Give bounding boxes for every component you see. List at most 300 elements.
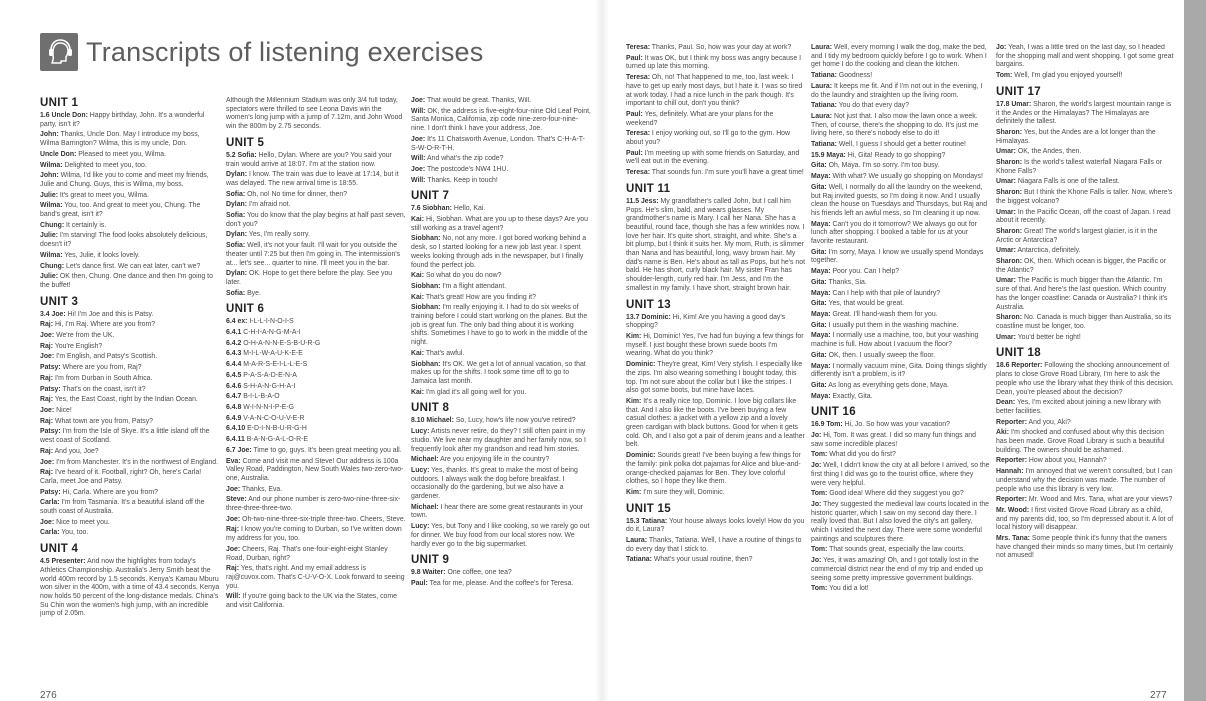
speaker-label: 5.2 Sofia: <box>226 151 257 159</box>
speaker-label: Joe: <box>226 485 241 493</box>
dialogue-text: Yes, the East Coast, right by the Indian Ocean. <box>53 396 198 404</box>
dialogue-text: What's your usual routine, then? <box>651 556 753 564</box>
speaker-label: 8.10 Michael: <box>411 417 454 425</box>
transcript-line <box>811 557 990 583</box>
dialogue-text: One coffee, one tea? <box>445 569 512 577</box>
transcript-line <box>40 332 220 341</box>
speaker-label: Kim: <box>626 488 642 496</box>
transcript-line <box>996 148 1174 157</box>
speaker-label: Chung: <box>40 262 65 270</box>
dialogue-text: Mr. Wood and Mrs. Tana, what are your views? <box>1027 496 1173 504</box>
speaker-label: Umar: <box>996 208 1016 216</box>
dialogue-text: I'm sure they will, Dominic. <box>641 488 725 496</box>
speaker-label: Mr. Wood: <box>996 506 1030 514</box>
transcript-line <box>40 162 220 171</box>
dialogue-text: Well, it's not your fault. I'll wait for you outside the theater until 7:25 but then I'm going in. The intermission's at... let's see... quarter to nine. I'll meet you in the bar. <box>226 242 401 267</box>
dialogue-text: They suggested the medieval law courts located in the historic quarter, which I saw on my second day there. I really loved that. But I also loved the city's art gallery, which I visited the next day. There were some wonderful paintings and sculptures there. <box>811 500 989 543</box>
speaker-label: Raj: <box>226 565 240 573</box>
listening-person-icon <box>40 33 78 71</box>
dialogue-text: Yes, it was amazing! Oh, and I got totally lost in the commercial district near the end of my trip and ended up seeing some pretty impressive government buildings. <box>811 557 983 582</box>
transcript-line <box>226 436 406 445</box>
speaker-label: Dylan: <box>226 231 248 239</box>
speaker-label: Paul: <box>626 110 643 118</box>
speaker-label: Joe: <box>40 458 55 466</box>
dialogue-text: I'm from the Isle of Skye. It's a little island off the west coast of Scotland. <box>40 428 210 445</box>
speaker-label: Maya: <box>811 173 831 181</box>
speaker-label: Siobhan: <box>411 360 441 368</box>
dialogue-text: Pleased to meet you, Wilma. <box>76 150 166 158</box>
dialogue-text: I-L-L-I-N-O-I-S <box>247 318 294 326</box>
speaker-label: Jo: <box>811 432 822 440</box>
speaker-label: Jo: <box>996 44 1007 51</box>
speaker-label: Umar: <box>996 333 1016 341</box>
dialogue-text: Yes, thanks. It's great to make the most of being outdoors. I always walk the dog before breakfast. I occasionally do the gardening, but we also have a gardener. <box>411 466 578 501</box>
book-gutter <box>595 0 609 701</box>
transcript-line <box>811 141 990 150</box>
transcript-line <box>626 55 805 72</box>
dialogue-text: Hi, Siobhan. What are you up to these days? Are you still working as a travel agent? <box>411 216 588 232</box>
transcript-line <box>411 108 591 134</box>
speaker-label: Reporter: <box>996 496 1028 504</box>
dialogue-text: You do know that the play begins at half past seven, don't you? <box>226 212 406 228</box>
dialogue-text: Hi, Gita! Ready to go shopping? <box>845 151 946 159</box>
transcript-line <box>40 112 220 129</box>
dialogue-text: The postcode's NW4 1HU. <box>425 165 509 173</box>
speaker-label: Gita: <box>811 248 827 256</box>
speaker-label: Kim: <box>626 397 642 405</box>
speaker-label: 6.4.2 <box>226 339 242 347</box>
transcript-line <box>811 322 990 331</box>
dialogue-text: Can't you do it tomorrow? We always go out for lunch after shopping. I booked a table for us at your favorite restaurant. <box>811 220 977 246</box>
speaker-label: Lucy: <box>411 523 430 531</box>
transcript-line <box>226 404 406 413</box>
dialogue-text: Thanks, Uncle Don. May I introduce my boss, Wilma Barrington? Wilma, this is my uncle, Don. <box>40 131 200 148</box>
speaker-label: Julie: <box>40 191 58 199</box>
speaker-label: Kai: <box>411 216 425 224</box>
page-edge <box>1184 0 1206 701</box>
transcript-line <box>411 136 591 153</box>
speaker-label: 6.4.4 <box>226 361 242 369</box>
transcript-line <box>226 447 406 456</box>
text-column-1 <box>40 97 220 682</box>
dialogue-text: You're English? <box>53 342 103 350</box>
transcript-line <box>411 361 591 387</box>
dialogue-text: So, Lucy, how's life now you've retired? <box>453 417 576 425</box>
speaker-label: 6.4.9 <box>226 414 242 422</box>
transcript-line <box>411 155 591 164</box>
dialogue-text: But I think the Khone Falls is taller. Now, where's the biggest volcano? <box>996 189 1173 205</box>
dialogue-text: No. Canada is much bigger than Australia, so its coastline must be longer, too. <box>996 314 1172 330</box>
transcript-line <box>40 321 220 330</box>
transcript-line <box>811 432 990 449</box>
speaker-label: Joe: <box>411 165 426 173</box>
speaker-label: Joe: <box>40 332 55 340</box>
speaker-label: Maya: <box>811 392 831 400</box>
dialogue-text: Nice to meet you. <box>54 518 110 526</box>
unit-heading: UNIT 13 <box>626 298 671 311</box>
speaker-label: Tatiana: <box>811 102 837 110</box>
dialogue-text: Hi, Jo. So how was your vacation? <box>842 421 950 429</box>
dialogue-text: I'm starving! The food looks absolutely delicious, doesn't it? <box>40 232 208 249</box>
transcript-line <box>226 171 406 188</box>
dialogue-text: Thanks. Keep in touch! <box>425 176 498 184</box>
unit-heading: UNIT 16 <box>811 406 856 419</box>
speaker-label: Sharon: <box>996 128 1023 136</box>
speaker-label: Gita: <box>811 321 827 329</box>
transcript-line <box>40 202 220 219</box>
dialogue-text: I know you're coming to Durban, so I've written down my address for you, too. <box>226 526 402 543</box>
transcript-line <box>40 386 220 395</box>
dialogue-text: Hi, I'm Raj. Where are you from? <box>53 321 156 329</box>
speaker-label: Maya: <box>811 332 831 340</box>
dialogue-text: Artists never retire, do they? I still often paint in my studio. We live near my daughter and her family now, so I frequently look after my grandson and read him stories. <box>411 428 586 453</box>
dialogue-text: The Pacific is much bigger than the Atlantic. I'm sure of that. And here's the last question. Which country has the longer coastline: Canada or Australia? I think it's Australia. <box>996 277 1168 311</box>
dialogue-text: I'm really enjoying it. I had to do six weeks of training before I could start working on the planes. But the job is great fun. The only bad thing about it is working shifts. Sometimes I have to go to work in the middle of the night. <box>411 304 588 347</box>
speaker-label: Kai: <box>411 272 425 280</box>
dialogue-text: C-H-I-A-N-G-M-A-I <box>241 329 301 337</box>
transcript-line <box>226 270 406 287</box>
dialogue-text: And you, Joe? <box>53 447 99 455</box>
unit-heading: UNIT 4 <box>40 543 79 556</box>
speaker-label: 17.8 Umar: <box>996 100 1032 108</box>
transcript-line <box>226 526 406 543</box>
dialogue-text: Not just that. I also mow the lawn once a week. Then, of course, there's the shopping to do. It's just me living here, so there's nobody else to do it! <box>811 112 979 138</box>
speaker-label: Dylan: <box>226 171 248 179</box>
speaker-label: Laura: <box>811 82 833 90</box>
dialogue-text: Oh-two-nine-three-six-triple three-two. Cheers, Steve. <box>240 515 406 523</box>
dialogue-text: That would be great. Thanks, Will. <box>425 97 532 104</box>
speaker-label: Sofia: <box>226 242 246 250</box>
speaker-label: 6.4.8 <box>226 403 242 411</box>
speaker-label: Maya: <box>811 289 831 297</box>
unit-heading: UNIT 5 <box>226 136 265 149</box>
transcript-line <box>411 428 591 454</box>
transcript-line <box>811 332 990 349</box>
speaker-label: 9.8 Waiter: <box>411 569 446 577</box>
dialogue-text: Yes, Julie, it looks lovely. <box>62 251 140 259</box>
dialogue-text: You do that every day? <box>836 102 909 110</box>
transcript-line <box>626 398 805 450</box>
dialogue-text: Hi, Carla. Where are you from? <box>60 488 158 496</box>
speaker-label: Lucy: <box>411 466 430 474</box>
dialogue-text: Yes, definitely. What are your plans for the weekend? <box>626 110 774 127</box>
speaker-label: Sharon: <box>996 314 1023 322</box>
transcript-line <box>40 396 220 405</box>
transcript-line <box>626 518 805 535</box>
transcript-line <box>811 421 990 430</box>
transcript-line <box>996 101 1174 127</box>
speaker-label: Joe: <box>411 97 426 104</box>
transcript-line <box>996 189 1174 206</box>
transcript-line <box>40 469 220 486</box>
dialogue-text: W-I-N-N-I-P-E-G <box>241 403 295 411</box>
transcript-line <box>996 457 1174 466</box>
speaker-label: Umar: <box>996 247 1016 255</box>
dialogue-text: Thanks, Sia. <box>826 278 867 286</box>
speaker-label: Raj: <box>40 396 54 404</box>
speaker-label: Raj: <box>226 526 240 534</box>
transcript-line <box>811 72 990 81</box>
dialogue-text: Happy birthday, John. It's a wonderful party, isn't it? <box>40 112 205 128</box>
speaker-label: Lucy: <box>411 428 430 436</box>
speaker-label: Wilma: <box>40 161 63 169</box>
transcript-line <box>411 569 591 578</box>
transcript-line <box>226 415 406 424</box>
dialogue-text: Well, I'm glad you enjoyed yourself! <box>1012 72 1123 80</box>
page-number-right: 277 <box>1150 690 1167 701</box>
unit-heading: UNIT 15 <box>626 502 671 515</box>
unit-heading: UNIT 3 <box>40 295 79 308</box>
transcript-line <box>811 152 990 161</box>
transcript-line <box>996 507 1174 533</box>
dialogue-text: Good idea! Where did they suggest you go? <box>827 490 964 498</box>
text-column-5 <box>811 44 990 682</box>
transcript-line <box>40 222 220 231</box>
dialogue-text: Oh, no! That happened to me, too, last week. I have to get up early most days, but I hate it. I was so tired at work today. I had a nice lunch in the park though. It's important to chill out, don't you think? <box>626 74 803 108</box>
transcript-line <box>226 212 406 229</box>
speaker-label: Gita: <box>811 381 827 389</box>
transcript-line <box>40 519 220 528</box>
transcript-line <box>996 209 1174 226</box>
transcript-line <box>226 152 406 169</box>
speaker-label: 3.4 Joe: <box>40 310 66 318</box>
speaker-label: Tom: <box>811 585 828 593</box>
unit-heading: UNIT 6 <box>226 303 265 316</box>
dialogue-text: And now the highlights from today's Athletics Championship. Australia's Jerry Smith beat the world 400m record by 1.5 seconds. Kenya's Kamau Mburu won silver in the 400m, with a time of 43.4 seconds. Kenya now holds 50 percent of the long-distance medals. China's Su Chin won the women's high jump, with an incredible jump of 2.05m. <box>40 558 220 618</box>
speaker-label: Dylan: <box>226 270 248 278</box>
speaker-label: Dylan: <box>226 201 248 209</box>
transcript-line <box>411 417 591 426</box>
transcript-line <box>40 364 220 373</box>
transcript-line <box>226 201 406 210</box>
speaker-label: 6.4.5 <box>226 371 242 379</box>
speaker-label: Teresa: <box>626 44 651 51</box>
transcript-line <box>40 489 220 498</box>
transcript-line <box>811 83 990 100</box>
transcript-line <box>411 283 591 292</box>
transcript-line <box>226 231 406 240</box>
dialogue-text: Although the Millennium Stadium was only 3/4 full today, spectators were thrilled to see Leona Davis win the women's long jump with a jump of 7.12m, and John Wood win the 800m by 2.75 seconds. <box>226 97 403 131</box>
dialogue-text: Is the world's tallest waterfall Niagara Falls or Khone Falls? <box>996 159 1162 175</box>
speaker-label: Tatiana: <box>626 556 652 564</box>
speaker-label: Wilma: <box>40 202 63 210</box>
speaker-label: Will: <box>226 593 241 601</box>
speaker-label: Jo: <box>811 462 822 470</box>
transcript-line <box>811 268 990 277</box>
text-column-3 <box>411 97 591 682</box>
transcript-line <box>226 340 406 349</box>
speaker-label: Joe: <box>40 518 55 526</box>
speaker-label: Joe: <box>40 353 55 361</box>
transcript-line <box>226 458 406 484</box>
dialogue-text: OK, then. I usually sweep the floor. <box>826 351 936 359</box>
transcript-line <box>811 585 990 594</box>
dialogue-text: Yes, that would be great. <box>826 300 905 308</box>
transcript-line <box>226 97 406 132</box>
speaker-label: Sharon: <box>996 227 1023 235</box>
transcript-line <box>226 290 406 299</box>
speaker-label: Jo: <box>811 500 822 508</box>
dialogue-text: Hello, Kai. <box>451 205 486 213</box>
speaker-label: Gita: <box>811 183 827 191</box>
transcript-line <box>40 529 220 538</box>
dialogue-text: E-D-I-N-B-U-R-G-H <box>245 425 307 433</box>
page-header <box>40 32 483 72</box>
dialogue-text: M-I-L-W-A-U-K-E-E <box>241 350 303 358</box>
speaker-label: John: <box>40 131 59 139</box>
transcript-line <box>626 74 805 109</box>
transcript-line <box>226 329 406 338</box>
dialogue-text: I first visited Grove Road Library as a child, and my parents did, too, so I'm depressed about it. A lot of local history will disappear. <box>996 506 1174 532</box>
speaker-label: Kai: <box>411 388 425 396</box>
transcript-line <box>811 44 990 70</box>
speaker-label: Patsy: <box>40 385 61 393</box>
unit-heading: UNIT 18 <box>996 347 1041 360</box>
transcript-line <box>40 459 220 468</box>
transcript-line <box>811 249 990 266</box>
transcript-line <box>40 407 220 416</box>
dialogue-text: It certainly is. <box>64 221 107 229</box>
transcript-line <box>811 546 990 555</box>
dialogue-text: And our phone number is zero-two-nine-three-six-three-three-three-two. <box>226 496 401 513</box>
transcript-line <box>226 191 406 200</box>
speaker-label: Gita: <box>811 162 827 170</box>
speaker-label: John: <box>40 172 59 180</box>
dialogue-text: And you, Aki? <box>1027 418 1071 426</box>
transcript-line <box>811 162 990 171</box>
transcript-line <box>411 294 591 303</box>
transcript-line <box>626 150 805 167</box>
speaker-label: 6.4.1 <box>226 329 242 337</box>
speaker-label: Gita: <box>811 278 827 286</box>
speaker-label: 15.3 Tatiana: <box>626 517 668 525</box>
transcript-line <box>40 558 220 619</box>
speaker-label: Jo: <box>811 557 822 565</box>
dialogue-text: Delighted to meet you, too. <box>62 161 147 169</box>
speaker-label: Raj: <box>40 321 54 329</box>
transcript-line <box>40 192 220 201</box>
transcript-line <box>411 205 591 214</box>
transcript-line <box>996 314 1174 331</box>
speaker-label: Patsy: <box>40 364 61 372</box>
transcript-line <box>411 350 591 359</box>
transcript-line <box>40 311 220 320</box>
transcript-line <box>996 362 1174 397</box>
transcript-line <box>996 228 1174 245</box>
dialogue-text: OK. Hope to get there before the play. See you later. <box>226 270 393 286</box>
dialogue-text: As long as everything gets done, Maya. <box>826 381 949 389</box>
dialogue-text: No, not any more. I got bored working behind a desk, so I started looking for a new job last year. I spent weeks looking through ads in the newspaper, but I finally found the perfect job. <box>411 235 587 269</box>
transcript-line <box>996 429 1174 455</box>
transcript-line <box>40 499 220 516</box>
speaker-label: Sharon: <box>996 258 1023 266</box>
dialogue-text: I'm afraid not. <box>247 201 291 209</box>
speaker-label: Paul: <box>626 54 643 62</box>
transcript-line <box>626 169 805 178</box>
dialogue-text: It's 11 Chatsworth Avenue, London. That's C-H-A-T-S-W-O-R-T-H. <box>411 135 585 152</box>
speaker-label: Steve: <box>226 496 247 504</box>
transcript-line <box>226 496 406 513</box>
dialogue-text: I'm glad it's all going well for you. <box>424 388 527 396</box>
dialogue-text: Sharon, the world's largest mountain range is it the Andes or the Himalayas? The Himalayas are definitely the tallest. <box>996 100 1172 126</box>
transcript-line <box>811 300 990 309</box>
transcript-line <box>40 131 220 148</box>
speaker-label: 6.4.3 <box>226 350 242 358</box>
transcript-line <box>996 72 1174 81</box>
transcript-line <box>226 546 406 563</box>
dialogue-text: I'm from Manchester. It's in the northwest of England. <box>54 458 219 466</box>
speaker-label: Gita: <box>811 351 827 359</box>
speaker-label: Joe: <box>40 406 55 414</box>
transcript-line <box>40 418 220 427</box>
dialogue-text: Yes, that's right. And my email address is raj@cuvox.com. That's C-U-V-O-X. Look forward to seeing you. <box>226 565 405 590</box>
dialogue-text: It's OK. We get a lot of annual vacation, so that makes up for the shifts. I took some time off to go to Jamaica last month. <box>411 360 586 385</box>
dialogue-text: Thanks, Tatiana. Well, I have a routine of things to do every day that I stick to. <box>626 537 802 553</box>
speaker-label: Joe: <box>226 545 241 553</box>
transcript-line <box>996 334 1174 343</box>
dialogue-text: You did a lot! <box>827 585 869 593</box>
speaker-label: Umar: <box>996 148 1016 156</box>
dialogue-text: I normally use a machine, too, but your washing machine is full. How about I vacuum the floor? <box>811 332 979 349</box>
dialogue-text: OK, the Andes, then. <box>1015 148 1082 156</box>
speaker-label: Will: <box>411 176 426 184</box>
dialogue-text: Hi, Dominic! Yes, I've had fun buying a few things for myself. I just bought these brown suede boots I'm wearing. What do you think? <box>626 332 804 358</box>
speaker-label: Teresa: <box>626 130 651 138</box>
unit-heading: UNIT 11 <box>626 182 671 195</box>
transcript-line <box>226 393 406 402</box>
speaker-label: 16.9 Tom: <box>811 421 843 429</box>
transcript-line <box>996 247 1174 256</box>
dialogue-text: And what's the zip code? <box>425 155 504 163</box>
transcript-line <box>996 159 1174 176</box>
transcript-line <box>996 44 1174 70</box>
speaker-label: Julie: <box>40 273 58 281</box>
speaker-label: 6.4.11 <box>226 436 245 444</box>
unit-heading: UNIT 1 <box>40 97 79 109</box>
speaker-label: 18.6 Reporter: <box>996 362 1043 370</box>
dialogue-text: B-A-N-G-A-L-O-R-E <box>244 436 308 444</box>
transcript-line <box>626 130 805 147</box>
transcript-line <box>626 198 805 294</box>
transcript-line <box>811 221 990 247</box>
speaker-label: Dominic: <box>626 361 656 369</box>
speaker-label: Sofia: <box>226 289 246 297</box>
dialogue-text: Let's dance first. We can eat later, can't we? <box>64 262 201 270</box>
transcript-line <box>226 565 406 591</box>
speaker-label: Chung: <box>40 221 65 229</box>
transcript-line <box>226 516 406 525</box>
dialogue-text: Can I help with that pile of laundry? <box>830 289 941 297</box>
dialogue-text: I hear there are some great restaurants in your town. <box>411 503 583 520</box>
page-title: Transcripts of listening exercises <box>86 36 484 67</box>
dialogue-text: Yes, I'm excited about joining a new library with better facilities. <box>996 399 1161 415</box>
transcript-line <box>40 343 220 352</box>
dialogue-text: Oh, Maya. I'm so sorry. I'm too busy. <box>826 162 940 170</box>
transcript-line <box>40 172 220 189</box>
speaker-label: Raj: <box>40 417 54 425</box>
transcript-line <box>226 486 406 495</box>
transcript-line <box>226 242 406 268</box>
transcript-line <box>40 428 220 445</box>
transcript-line <box>411 504 591 521</box>
transcript-line <box>226 383 406 392</box>
speaker-label: Dominic: <box>626 452 656 460</box>
speaker-label: Sharon: <box>996 159 1023 167</box>
transcript-line <box>40 273 220 290</box>
transcript-line <box>40 151 220 160</box>
speaker-label: Laura: <box>811 44 833 51</box>
dialogue-text: Where are you from, Raj? <box>60 364 142 372</box>
